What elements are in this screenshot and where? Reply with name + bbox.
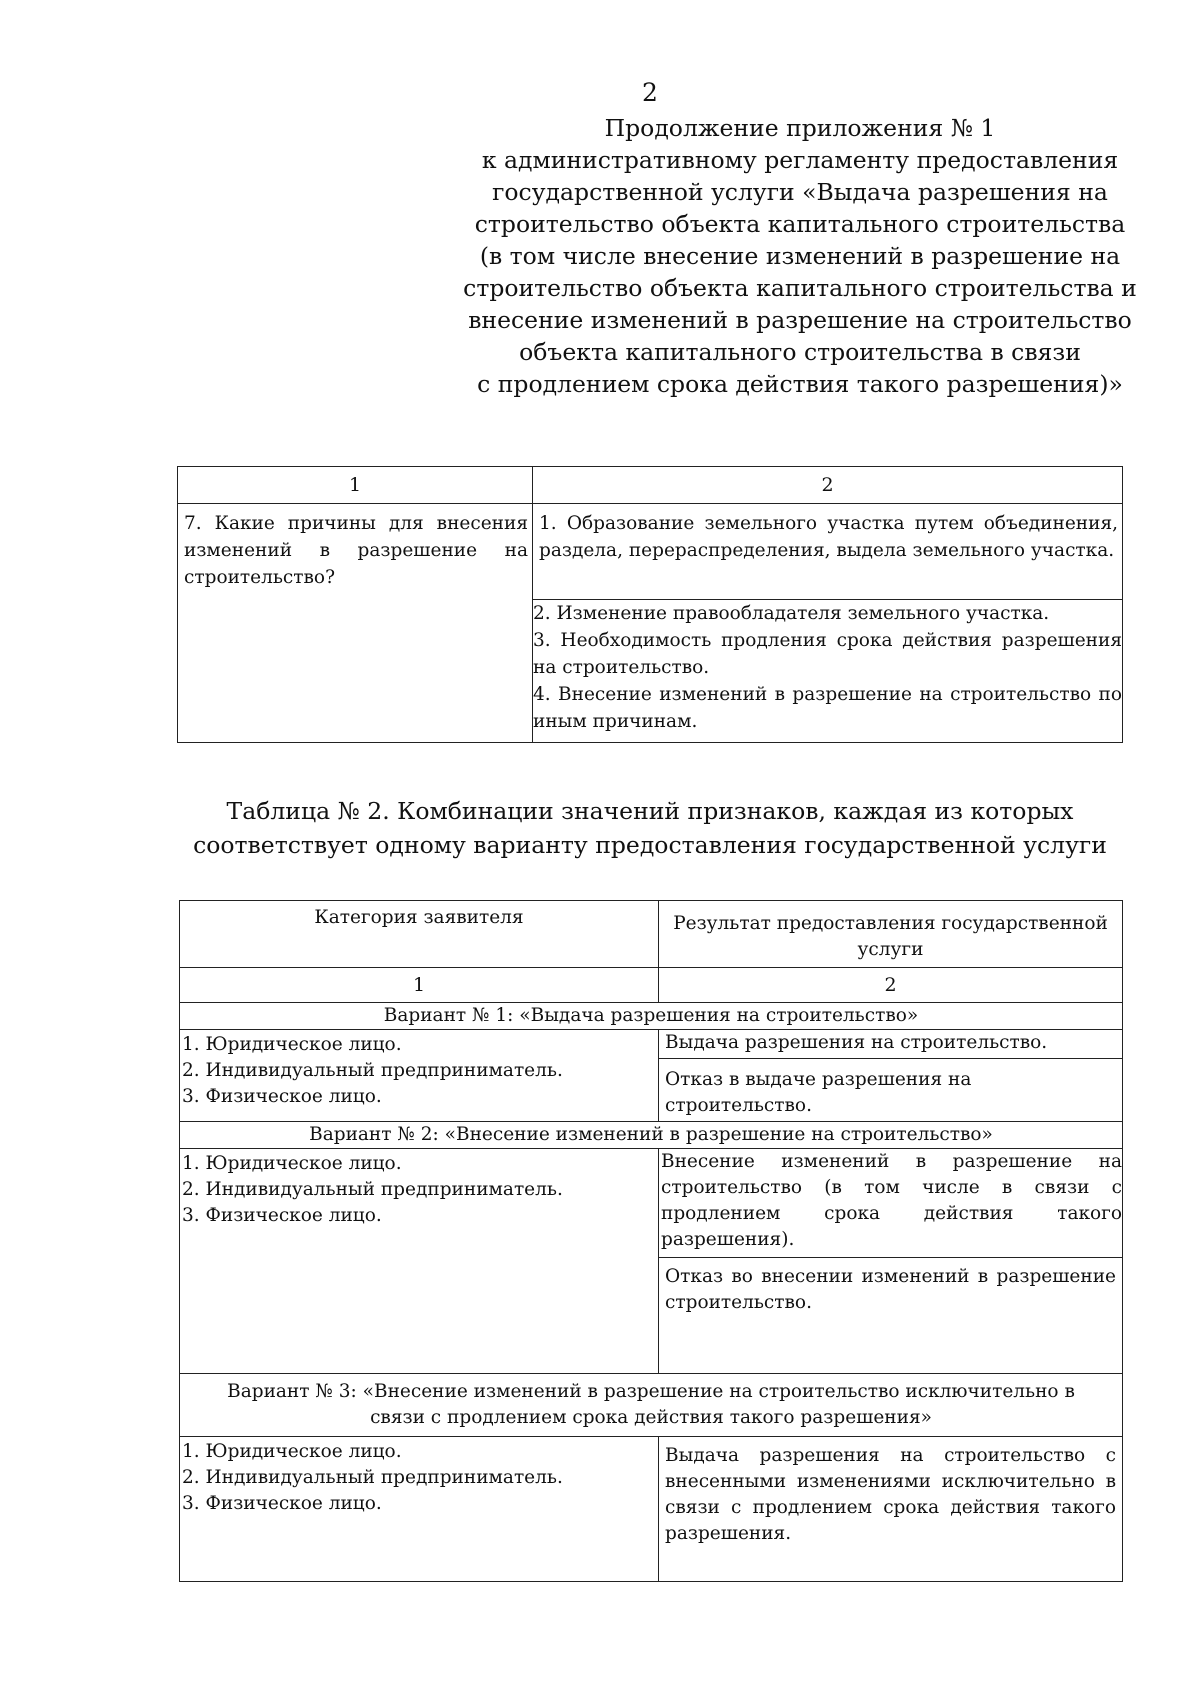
result-item: Выдача разрешения на строительство с внесенными изменениями исключительно в связи с продлением срока действия такого разрешения. [659, 1437, 1123, 1582]
header-line: государственной услуги «Выдача разрешения на [492, 178, 1108, 206]
variant-row [180, 1437, 1123, 1582]
applicant-item: 3. Физическое лицо. [182, 1493, 382, 1514]
question-cell: 7. Какие причины для внесения изменений в разрешение на строительство? [178, 504, 533, 743]
variant-3-title: Вариант № 3: «Внесение изменений в разрешение на строительство исключительно в связи с продлением срока действия такого разрешения» [180, 1374, 1123, 1437]
header-line: (в том числе внесение изменений в разрешение на [479, 242, 1121, 270]
variant-title-row [180, 1374, 1123, 1437]
variant-row [180, 1149, 1123, 1374]
column-number-cell: 2 [659, 968, 1123, 1003]
title-line: Таблица № 2. Комбинации значений признаков, каждая из которых [226, 797, 1074, 825]
result-list [659, 1030, 1123, 1122]
result-header: Результат предоставления государственной услуги [659, 901, 1123, 968]
answer-list-cell [533, 600, 1123, 743]
applicant-item: 3. Физическое лицо. [182, 1205, 382, 1226]
appendix-header [440, 112, 1160, 400]
table-row [178, 504, 1123, 600]
page-number: 2 [642, 78, 658, 107]
column-number-cell: 1 [180, 968, 659, 1003]
title-line: соответствует одному варианту предоставления государственной услуги [193, 831, 1107, 859]
answer-cell: 1. Образование земельного участка путем объединения, раздела, перераспределения, выдела земельного участка. [533, 504, 1123, 600]
applicant-item: 2. Индивидуальный предприниматель. [182, 1060, 563, 1081]
answer-item: 4. Внесение изменений в разрешение на строительство по иным причинам. [533, 684, 1122, 732]
applicant-category-header: Категория заявителя [180, 901, 659, 968]
variant-title-row [180, 1003, 1123, 1030]
variants-table [179, 900, 1123, 1582]
header-line: Продолжение приложения № 1 [604, 114, 996, 142]
applicant-item: 2. Индивидуальный предприниматель. [182, 1467, 563, 1488]
header-line: строительство объекта капитального строительства и [463, 274, 1137, 302]
applicant-item: 1. Юридическое лицо. [182, 1441, 402, 1462]
table-number-row [180, 968, 1123, 1003]
variant-1-title: Вариант № 1: «Выдача разрешения на строительство» [180, 1003, 1123, 1030]
applicant-list [180, 1030, 659, 1122]
table-header-row [180, 901, 1123, 968]
table2-title [140, 794, 1160, 862]
applicant-item: 2. Индивидуальный предприниматель. [182, 1179, 563, 1200]
result-item: Выдача разрешения на строительство. [665, 1032, 1048, 1053]
header-line: с продлением срока действия такого разрешения)» [477, 370, 1123, 398]
column-number-cell: 2 [533, 467, 1123, 504]
applicant-list [180, 1149, 659, 1374]
header-line: строительство объекта капитального строительства [474, 210, 1126, 238]
result-item: Внесение изменений в разрешение на строительство (в том числе в связи с продлением срока действия такого разрешения). [661, 1151, 1122, 1250]
header-line: объекта капитального строительства в связи [519, 338, 1081, 366]
applicant-item: 3. Физическое лицо. [182, 1086, 382, 1107]
applicant-item: 1. Юридическое лицо. [182, 1153, 402, 1174]
header-line: внесение изменений в разрешение на строительство [468, 306, 1132, 334]
applicant-list [180, 1437, 659, 1582]
result-list [659, 1149, 1123, 1374]
variant-title-row [180, 1122, 1123, 1149]
header-line: к административному регламенту предоставления [481, 146, 1119, 174]
result-item: Отказ в выдаче разрешения на строительство. [659, 1058, 1122, 1121]
reasons-table [177, 466, 1123, 743]
result-item: Отказ во внесении изменений в разрешение строительство. [659, 1257, 1122, 1318]
answer-item: 2. Изменение правообладателя земельного участка. [533, 603, 1050, 624]
table-header-row [178, 467, 1123, 504]
column-number-cell: 1 [178, 467, 533, 504]
variant-row [180, 1030, 1123, 1122]
variant-2-title: Вариант № 2: «Внесение изменений в разрешение на строительство» [180, 1122, 1123, 1149]
answer-item: 3. Необходимость продления срока действия разрешения на строительство. [533, 630, 1122, 678]
applicant-item: 1. Юридическое лицо. [182, 1034, 402, 1055]
